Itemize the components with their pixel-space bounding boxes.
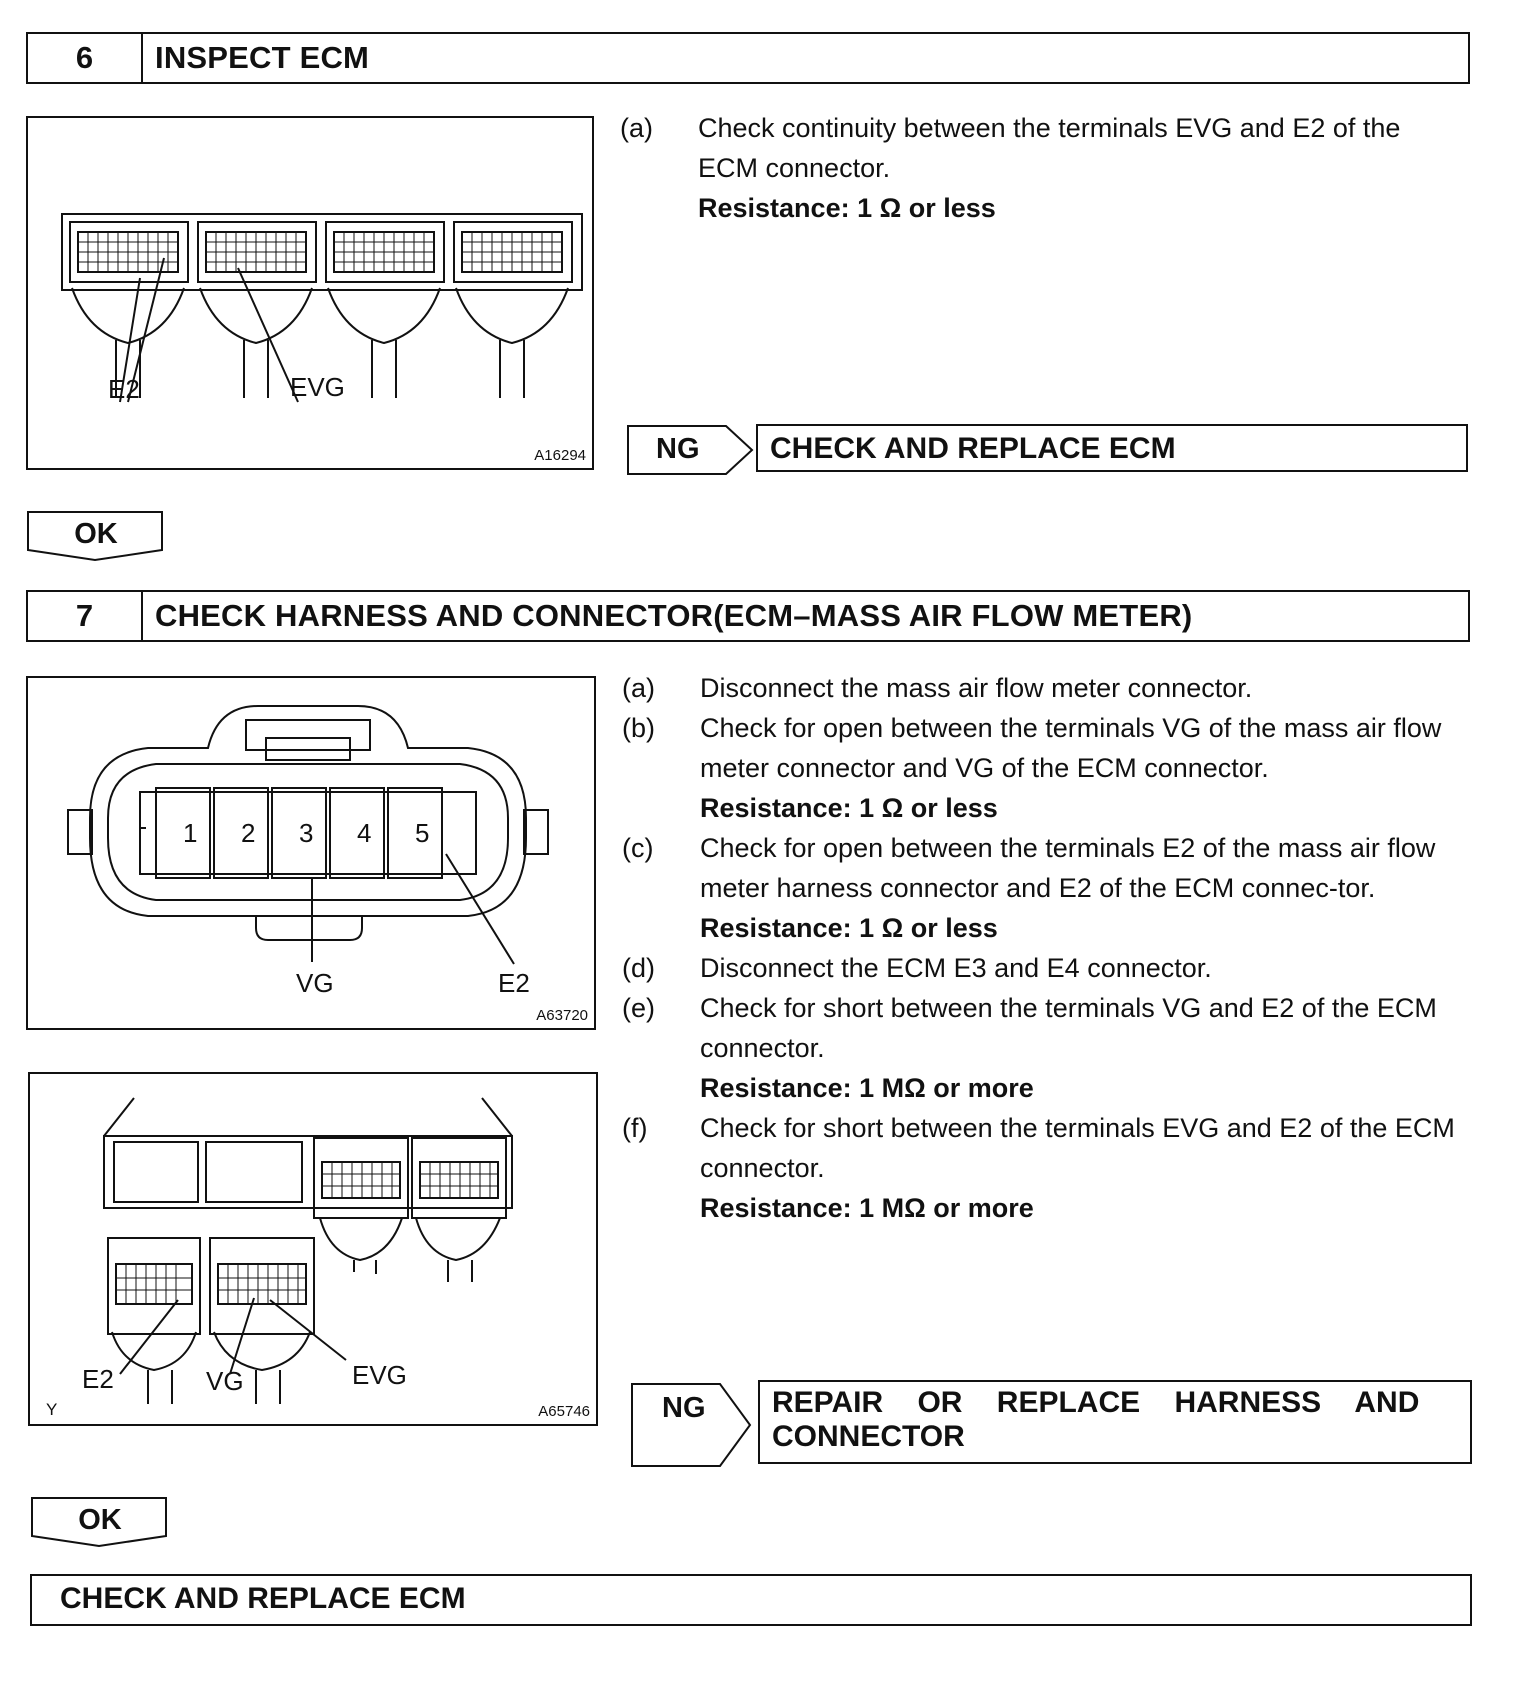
step-title: CHECK HARNESS AND CONNECTOR(ECM–MASS AIR FLOW METER) — [155, 598, 1193, 633]
item-text: Check for short between the terminals EVG and E2 of the ECM connector. — [700, 1113, 1455, 1183]
pin-3: 3 — [299, 818, 314, 848]
item-label: (e) — [622, 993, 655, 1023]
ok-label: OK — [74, 518, 118, 550]
item-label: (f) — [622, 1113, 648, 1143]
step-number: 6 — [28, 34, 143, 82]
ng-action-line-1: REPAIR OR REPLACE HARNESS AND — [772, 1386, 1420, 1419]
vg-label: VG — [206, 1366, 244, 1396]
instruction-item — [622, 708, 1468, 788]
step-6-instructions — [620, 108, 1466, 228]
e2-label: E2 — [498, 968, 530, 998]
instruction-item — [622, 948, 1468, 988]
instruction-item — [622, 988, 1468, 1068]
ecm-connector-figure — [26, 116, 594, 470]
item-label: (c) — [622, 833, 654, 863]
step-number: 7 — [28, 592, 143, 640]
vg-label: VG — [296, 968, 334, 998]
item-label: (d) — [622, 953, 655, 983]
pin-5: 5 — [415, 818, 430, 848]
maf-connector-figure — [26, 676, 596, 1030]
step-7-instructions — [622, 668, 1468, 1228]
ng-action-text: CHECK AND REPLACE ECM — [770, 432, 1176, 465]
pin-4: 4 — [357, 818, 372, 848]
instruction-item — [622, 1108, 1468, 1188]
instruction-item — [620, 108, 1466, 188]
evg-label: EVG — [352, 1360, 407, 1390]
item-text: Check continuity between the terminals EVG and E2 of the ECM connector. — [698, 113, 1401, 183]
corner-mark: Y — [46, 1400, 58, 1419]
ok-indicator — [30, 1496, 170, 1548]
item-label: (a) — [622, 673, 655, 703]
item-label: (b) — [622, 713, 655, 743]
resistance-spec: Resistance: 1 MΩ or more — [700, 1073, 1034, 1103]
ng-action-box — [758, 1380, 1472, 1464]
ecm-connector-drawing — [28, 118, 592, 468]
final-action-text: CHECK AND REPLACE ECM — [60, 1582, 466, 1615]
resistance-spec: Resistance: 1 Ω or less — [698, 193, 996, 223]
step-6-header — [26, 32, 1470, 84]
figure-code: A65746 — [538, 1403, 590, 1420]
final-action-box — [30, 1574, 1472, 1626]
item-text: Check for open between the terminals VG of the mass air flow meter connector and VG of the ECM connector. — [700, 713, 1442, 783]
e2-label: E2 — [82, 1364, 114, 1394]
item-text: Disconnect the ECM E3 and E4 connector. — [700, 953, 1212, 983]
pin-1: 1 — [183, 818, 198, 848]
resistance-spec: Resistance: 1 Ω or less — [700, 913, 998, 943]
ng-action-box — [756, 424, 1468, 472]
step-title: INSPECT ECM — [155, 40, 370, 75]
item-label: (a) — [620, 113, 653, 143]
step-7-header — [26, 590, 1470, 642]
ok-indicator — [26, 510, 166, 562]
ecm-e3-e4-drawing — [30, 1074, 596, 1424]
figure-code: A16294 — [534, 447, 586, 464]
figure-code: A63720 — [536, 1007, 588, 1024]
item-text: Check for short between the terminals VG and E2 of the ECM connector. — [700, 993, 1437, 1063]
ecm-e3-e4-connector-figure — [28, 1072, 598, 1426]
instruction-item — [622, 668, 1468, 708]
pin-2: 2 — [241, 818, 256, 848]
evg-label: EVG — [290, 372, 345, 402]
e2-label: E2 — [108, 374, 140, 404]
item-text: Check for open between the terminals E2 of the mass air flow meter harness connector and E2 of the ECM connec-tor. — [700, 833, 1436, 903]
ng-badge: NG — [656, 433, 700, 465]
ok-label: OK — [78, 1504, 122, 1536]
instruction-item — [622, 828, 1468, 908]
item-text: Disconnect the mass air flow meter connector. — [700, 673, 1253, 703]
ng-action-line-2: CONNECTOR — [772, 1420, 965, 1453]
resistance-spec: Resistance: 1 Ω or less — [700, 793, 998, 823]
ng-badge: NG — [662, 1392, 706, 1424]
resistance-spec: Resistance: 1 MΩ or more — [700, 1193, 1034, 1223]
